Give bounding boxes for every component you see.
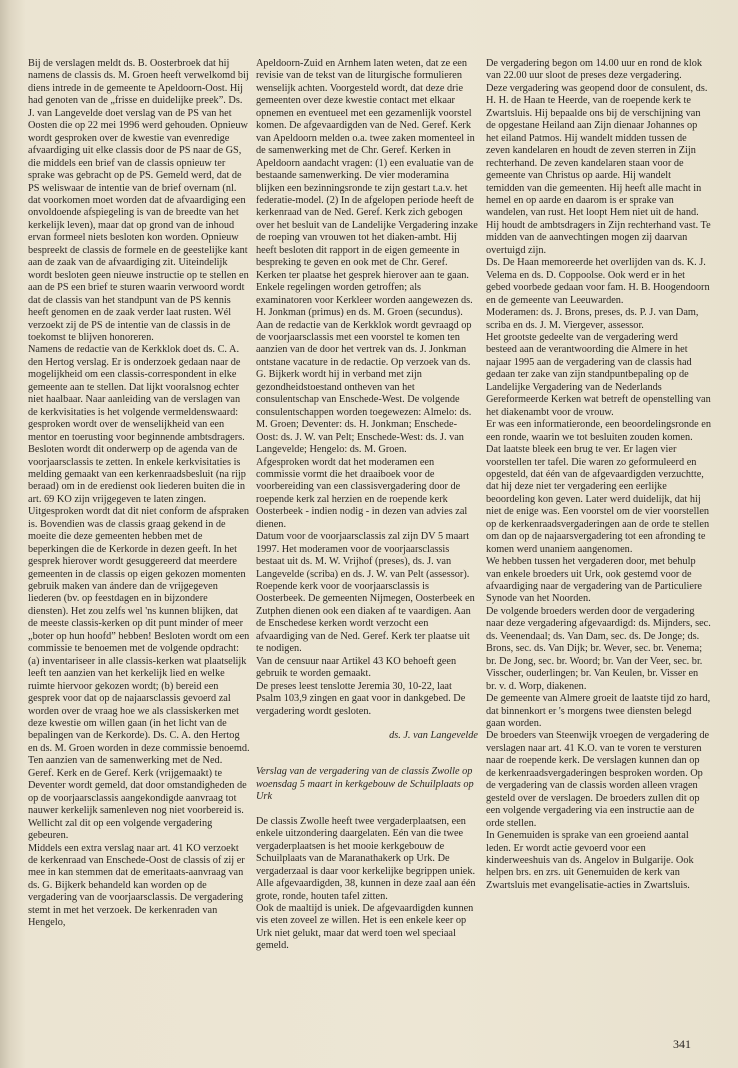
paragraph: Datum voor de voorjaarsclassis zal zijn DV 5 maart 1997. Het moderamen voor de voorjaarsclassis bestaat uit ds. M. W. Vrijhof (preses), ds. J. van Langevelde (scriba) en ds. J. W. van Pelt (assessor). Roepende kerk voor de voorjaarsclassis is Oosterbeek. De gemeenten Nijmegen, Oosterbeek en Zutphen dienen ook een diaken af te vaardigen. Aan de Enschedese kerken wordt verzocht een afvaardiging van de Ned. Geref. Kerk ter plaatse uit te nodigen. xyxy=(256,531,475,655)
paragraph: Van de censuur naar Artikel 43 KO behoeft geen gebruik te worden gemaakt. xyxy=(256,655,457,680)
text-column-right xyxy=(486,58,711,892)
text-column-left xyxy=(28,58,250,930)
paragraph: Apeldoorn-Zuid en Arnhem laten weten, dat ze een revisie van de tekst van de liturgische formulieren wenselijk achten. Voorgesteld wordt, dat deze drie gemeenten over deze kwestie contact met elkaar opnemen en eventueel met een gezamenlijk voorstel komen. De afgevaardigden van de Ned. Geref. Kerk van Apeldoorn melden o.a. twee zaken momenteel in de samenwerking met de Chr. Geref. Kerken in Apeldoorn aandacht vragen: (1) een evaluatie van de bestaande samenwerking. De vier moderamina blijken een bezinningsronde te zijn gestart t.a.v. het federatie-model. (2) In de afgelopen periode heeft de kerkenraad van de Ned. Geref. Kerk zich gebogen over het besluit van de Landelijke Vergadering inzake de roeping van vrouwen tot het diaken-ambt. Hij heeft besloten dit rapport in de eigen gemeente in bespreking te geven en ook met de Chr. Geref. Kerken ter plaatse het gesprek hierover aan te gaan. xyxy=(256,58,478,281)
paragraph: We hebben tussen het vergaderen door, met behulp van enkele broeders uit Urk, ook gestemd voor de afvaardiging naar de vergadering van de Particuliere Synode van het Noorden. xyxy=(486,556,702,605)
paragraph: Ds. De Haan memoreerde het overlijden van ds. K. J. Velema en ds. D. Coppoolse. Ook werd er in het gebed voorbede gedaan voor fam. H. B. Hoogendoorn en de gemeente van Leeuwarden. xyxy=(486,257,710,306)
paragraph: Middels een extra verslag naar art. 41 KO verzoekt de kerkenraad van Enschede-Oost de classis of zij er mee in kan stemmen dat de emeritaats-aanvraag van ds. G. Bijkerk behandeld kan worden op de vergadering van de voorjaarsclassis. De vergadering stemt in met het verzoek. De kerkenraden van Hengelo, xyxy=(28,842,245,929)
paragraph: In Genemuiden is sprake van een groeiend aantal leden. Er wordt actie gevoerd voor een kinderweeshuis van ds. Angelov in Bulgarije. Ook helpen brs. en zrs. uit Genemuiden de kerk van Zwartsluis met evangelisatie-acties in Zwartsluis. xyxy=(486,830,694,891)
page-number: 341 xyxy=(673,1037,691,1051)
author-signature: ds. J. van Langevelde xyxy=(389,730,478,742)
paragraph: Ook de maaltijd is uniek. De afgevaardigden kunnen vis eten zoveel ze willen. Het is een enkele keer op Urk niet gelukt, maar dat werd toen wel speciaal gemeld. xyxy=(256,903,474,952)
paragraph: Afgesproken wordt dat het moderamen een commissie vormt die het draaiboek voor de voorbereiding van een classisvergadering door de roepende kerk zal herzien en de roepende kerk Oosterbeek - indien nodig - in dezen van advies zal dienen. xyxy=(256,456,468,530)
paragraph: Bij de verslagen meldt ds. B. Oosterbroek dat hij namens de classis ds. M. Groen heeft verwelkomd bij diens intrede in de gemeente te Apeldoorn-Oost. Hij had genoten van de „frisse en duidelijke preek”. Ds. J. van Langevelde doet verslag van de PS van het Oosten die op 22 mei 1996 werd gehouden. Opnieuw wordt gesproken over de kwestie van evenredige afvaardiging uit elke classis door de PS naar de GS, die middels een brief van de classis opnieuw ter sprake was gebracht op de PS. Gemeld werd, dat de PS weliswaar de intentie van de brief overnam (nl. dat voorkomen moet worden dat de afvaardiging een onvoldoende afspiegeling is van de breedte van het kerkelijk leven), maar dat op grond van de inhoud ervan formeel niets besloten kon worden. Opnieuw bespreekt de classis de formele en de geestelijke kant aan de zaak van de afvaardiging zit. Uiteindelijk wordt besloten geen nieuwe instructie op te stellen en aan de PS een brief te sturen waarin verwoord wordt dat de classis van het standpunt van de PS kennis heeft genomen en de zaak verder laat rusten. Wél verzoekt zij de PS de intentie van de classis in de toekomst te blijven honoreren. xyxy=(28,58,249,343)
paragraph: Moderamen: ds. J. Brons, preses, ds. P. J. van Dam, scriba en ds. J. M. Viergever, assessor. xyxy=(486,307,699,331)
paragraph: Enkele regelingen worden getroffen; als examinatoren voor Kerkleer worden aangewezen ds. H. Jonkman (primus) en ds. M. Groen (secundus). Aan de redactie van de Kerkklok wordt gevraagd op de voorjaarsclassis met een voorstel te komen ten aanzien van de door het vertrek van ds. J. Jonkman ontstane vacature in de redactie. Op verzoek van ds. G. Bijkerk wordt hij in verband met zijn gezondheidstoestand ontheven van het consulentschap van Enschede-West. De volgende consulentschappen worden toegewezen: Almelo: ds. M. Groen; Deventer: ds. H. Jonkman; Enschede-Oost: ds. J. W. van Pelt; Enschede-West: ds. J. van Langevelde; Hengelo: ds. M. Groen. xyxy=(256,282,473,456)
paragraph: Ten aanzien van de samenwerking met de Ned. Geref. Kerk en de Geref. Kerk (vrijgemaakt) te Deventer wordt gemeld, dat door omstandigheden de op de voorjaarsclassis aangekondigde aanvraag tot nauwer kerkelijk samenleven nog niet voorbereid is. Wellicht zal dit op een volgende vergadering gebeuren. xyxy=(28,755,247,842)
report-heading: Verslag van de vergadering van de classis Zwolle op woensdag 5 maart in kerkgebouw de Schuilplaats op Urk xyxy=(256,766,474,803)
paragraph: De vergadering begon om 14.00 uur en rond de klok van 22.00 uur sloot de preses deze vergadering. xyxy=(486,58,702,82)
paragraph: Namens de redactie van de Kerkklok doet ds. C. A. den Hertog verslag. Er is onderzoek gedaan naar de mogelijkheid om een classis-correspondent in elke gemeente aan te stellen. Dat lijkt vooralsnog echter niet haalbaar. Naar aanleiding van de verslagen van de kerkvisitaties is het volgende vermeldenswaard: gesproken wordt over de wenselijkheid van een mentor en toerusting voor beginnende ambtsdragers. Besloten wordt dit onderwerp op de agenda van de voorjaarsclassis te zetten. In enkele kerkvisitaties is melding gemaakt van een kerkenraadsbesluit (na rijp beraad) om in de eredienst ook liederen buiten die in art. 69 KO zijn vrijgegeven te laten zingen. Uitgesproken wordt dat dit niet conform de afspraken is. Bovendien was de classis graag gekend in de moeite die deze gemeenten hebben met de beperkingen die de Kerkorde in dezen geeft. In het gesprek hierover wordt gesuggereerd dat meerdere gemeenten in de classis op eigen gekozen momenten gebruik maken van ándere dan de vrijgegeven liederen (bv. op feestdagen en in bijzondere diensten). Het zou zelfs wel 'ns kunnen blijken, dat de meeste classis-kerken op dit punt minder of meer „boter op hun hoofd” hebben! Besloten wordt om een commissie te benoemen met de volgende opdracht: (a) inventariseer in alle classis-kerken wat plaatselijk leeft ten aanzien van het kerkelijk lied en welke ruimte hiervoor gekozen wordt; (b) bereid een gesprek voor dat op de najaarsclassis gevoerd zal worden over de vraag hoe we als classiskerken met deze kwestie om willen gaan (in het licht van de bepalingen van de Kerkorde). Ds. C. A. den Hertog en ds. M. Groen worden in deze commissie benoemd. xyxy=(28,344,250,754)
paragraph: Er was een informatieronde, een beoordelingsronde en een ronde, waarin we tot besluiten zouden komen. xyxy=(486,419,712,443)
text-column-middle xyxy=(256,58,478,953)
paragraph: Dat laatste bleek een brug te ver. Er lagen vier voorstellen ter tafel. Die waren zo geformuleerd en opgesteld, dat één van de afgevaardigden verzuchtte, dat hij deze niet ter vergadering een eerlijke beoordeling kon geven. Later werd duidelijk, dat hij niet de enige was. Een voorstel om de vier voorstellen op de kerkenraadsvergaderingen aan de orde te stellen om dan op de najaarsvergadering tot een afronding te komen werd unaniem aangenomen. xyxy=(486,444,710,555)
paragraph: De volgende broeders werden door de vergadering naar deze vergadering afgevaardigd: ds. Mijnders, sec. ds. Veenendaal; ds. Van Dam, sec. ds. De Jonge; ds. Brons, sec. ds. Van Dijk; br. Wever, sec. br. Venema; br. De Jong, sec. br. Woord; br. Van der Veer, sec. br. Visscher, ouderlingen; br. Van Keulen, br. Visser en br. v. d. Worp, diakenen. xyxy=(486,605,711,692)
paragraph: De classis Zwolle heeft twee vergaderplaatsen, een enkele uitzondering daargelaten. Eén van die twee vergaderplaatsen is het mooie kerkgebouw de Schuilplaats van de Maranathakerk op Urk. De vergaderzaal is daar voor kerkelijke begrippen uniek. Alle afgevaardigden, 38, kunnen in deze zaal aan één grote, ronde, houten tafel zitten. xyxy=(256,815,476,902)
paragraph: De preses leest tenslotte Jeremia 30, 10-22, laat Psalm 103,9 zingen en gaat voor in dankgebed. De vergadering wordt gesloten. xyxy=(256,680,466,717)
paragraph: Het grootste gedeelte van de vergadering werd besteed aan de verantwoording die Almere in het najaar 1995 aan de vergadering van de classis had gedaan ter zake van zijn standpuntbepaling op de Landelijke Vergadering van de Nederlands Gereformeerde Kerken wat betreft de openstelling van het diakenambt voor de vrouw. xyxy=(486,331,711,418)
paragraph: Deze vergadering was geopend door de consulent, ds. H. H. de Haan te Heerde, van de roepende kerk te Zwartsluis. Hij bepaalde ons bij de verschijning van de opgestane Heiland aan Zijn dienaar Johannes op het eiland Patmos. Hij wandelt midden tussen de zeven kandelaren en houdt de zeven sterren in Zijn rechterhand. De zeven kandelaren staan voor de gemeente van Christus op aarde. Hij wandelt temidden van die gemeenten. Hij heeft alle macht in hemel en op aarde en daarom is er sprake van wandelen, van rust. Het loopt Hem niet uit de hand. Hij houdt de ambtsdragers in Zijn rechterhand vast. Te midden van de aanvechtingen mogen zij daarvan overtuigd zijn. xyxy=(486,82,711,256)
paragraph: De broeders van Steenwijk vroegen de vergadering de verslagen naar art. 41 K.O. van te voren te versturen naar de roepende kerk. De verslagen kunnen dan op de kerkenraadsvergaderingen besproken worden. Op de vergadering van de classis worden alleen vragen gesteld over de verslagen. De broeders zullen dit op een volgende vergadering via een instructie aan de orde stellen. xyxy=(486,730,710,829)
paragraph: De gemeente van Almere groeit de laatste tijd zo hard, dat binnenkort er 's morgens twee diensten belegd gaan worden. xyxy=(486,693,711,730)
